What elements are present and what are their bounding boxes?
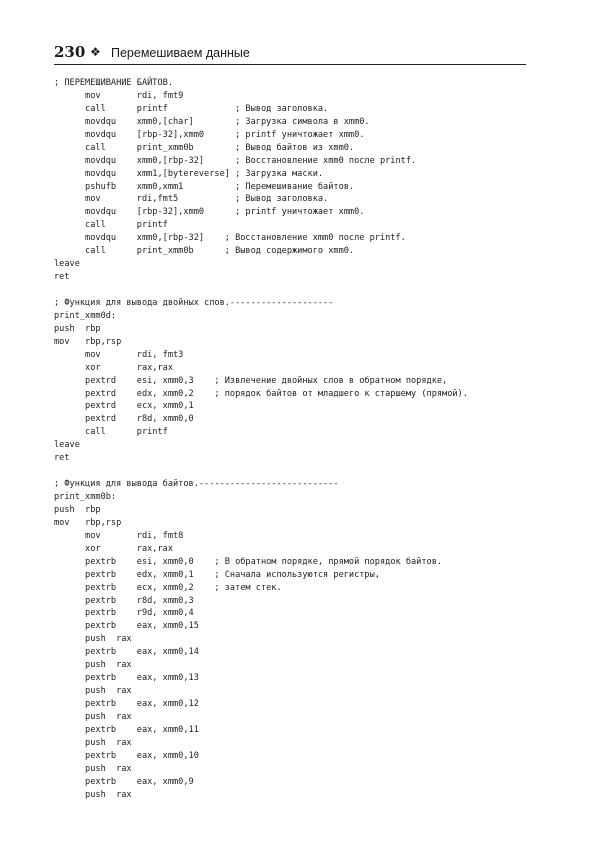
code-line: push rbp xyxy=(54,504,101,515)
code-line: push rax xyxy=(54,789,132,800)
ornament-icon: ❖ xyxy=(90,45,101,59)
code-line: push rax xyxy=(54,686,132,697)
code-line: pextrb eax, xmm0,15 xyxy=(54,621,199,632)
code-line xyxy=(54,284,468,297)
code-line: mov rdi, fmt9 xyxy=(54,90,184,101)
code-line: push rax xyxy=(54,737,132,748)
code-line: ret xyxy=(54,272,70,283)
code-line: push rax xyxy=(54,634,132,645)
code-line: ; Функция для вывода двойных слов.-------------------- xyxy=(54,297,334,308)
code-line: push rax xyxy=(54,763,132,774)
header-rule xyxy=(54,64,526,65)
code-line: ret xyxy=(54,453,70,464)
code-line: ; ПЕРЕМЕШИВАНИЕ БАЙТОВ. xyxy=(54,78,173,88)
code-line: leave xyxy=(54,259,80,270)
code-line: pextrb eax, xmm0,14 xyxy=(54,647,199,658)
code-line: print_xmm0b: xyxy=(54,492,117,502)
code-line: call print_xmm0b ; Вывод содержимого xmm0. xyxy=(54,246,355,257)
code-line: mov rdi,fmt5 ; Вывод заголовка. xyxy=(54,194,329,205)
code-line: pshufb xmm0,xmm1 ; Перемешивание байтов. xyxy=(54,181,355,192)
code-listing xyxy=(54,77,468,802)
code-line: push rax xyxy=(54,711,132,722)
code-line: pextrd ecx, xmm0,1 xyxy=(54,401,194,412)
code-line: movdqu [rbp-32],xmm0 ; printf уничтожает xmm0. xyxy=(54,129,365,140)
code-line: movdqu xmm0,[rbp-32] ; Восстановление xmm0 после printf. xyxy=(54,155,417,166)
code-line: movdqu xmm0,[char] ; Загрузка символа в xmm0. xyxy=(54,116,370,127)
code-line: call print_xmm0b ; Вывод байтов из xmm0. xyxy=(54,142,355,153)
code-line: pextrb eax, xmm0,12 xyxy=(54,699,199,709)
code-line: movdqu xmm0,[rbp-32] ; Восстановление xmm0 после printf. xyxy=(54,233,406,244)
code-line: mov rbp,rsp xyxy=(54,336,122,347)
chapter-title: Перемешиваем данные xyxy=(111,46,250,60)
code-line: leave xyxy=(54,440,80,451)
code-line: xor rax,rax xyxy=(54,362,173,373)
code-line: pextrb r8d, xmm0,3 xyxy=(54,595,194,606)
code-line: call printf ; Вывод заголовка. xyxy=(54,103,329,114)
code-line xyxy=(54,465,468,478)
code-line: pextrd r8d, xmm0,0 xyxy=(54,414,194,425)
code-line: mov rbp,rsp xyxy=(54,517,122,528)
code-line: pextrb eax, xmm0,10 xyxy=(54,750,199,761)
code-line: pextrb r9d, xmm0,4 xyxy=(54,608,194,619)
code-line: movdqu xmm1,[bytereverse] ; Загрузка маски. xyxy=(54,168,324,179)
code-line: mov rdi, fmt8 xyxy=(54,530,184,541)
code-line: pextrd esi, xmm0,3 ; Извлечение двойных слов в обратном порядке, xyxy=(54,375,448,386)
code-line: pextrd edx, xmm0,2 ; порядок байтов от младшего к старшему (прямой). xyxy=(54,388,468,399)
code-line: push rax xyxy=(54,660,132,671)
code-line: movdqu [rbp-32],xmm0 ; printf уничтожает xmm0. xyxy=(54,207,365,218)
code-line: call printf xyxy=(54,220,168,231)
code-line: print_xmm0d: xyxy=(54,310,117,321)
code-line: call printf xyxy=(54,427,168,438)
code-line: pextrb eax, xmm0,11 xyxy=(54,724,199,735)
code-line: pextrb eax, xmm0,9 xyxy=(54,776,194,787)
code-line: ; Функция для вывода байтов.--------------------------- xyxy=(54,479,339,490)
code-line: pextrb ecx, xmm0,2 ; затем стек. xyxy=(54,582,282,593)
code-line: pextrb esi, xmm0,0 ; В обратном порядке, прямой порядок байтов. xyxy=(54,556,443,567)
page-header xyxy=(54,43,526,65)
code-line: pextrb eax, xmm0,13 xyxy=(54,673,199,684)
code-line: mov rdi, fmt3 xyxy=(54,349,184,360)
code-line: xor rax,rax xyxy=(54,543,173,554)
page-number: 230 xyxy=(54,43,86,61)
code-line: pextrb edx, xmm0,1 ; Сначала используются регистры, xyxy=(54,569,380,580)
code-line: push rbp xyxy=(54,323,101,334)
